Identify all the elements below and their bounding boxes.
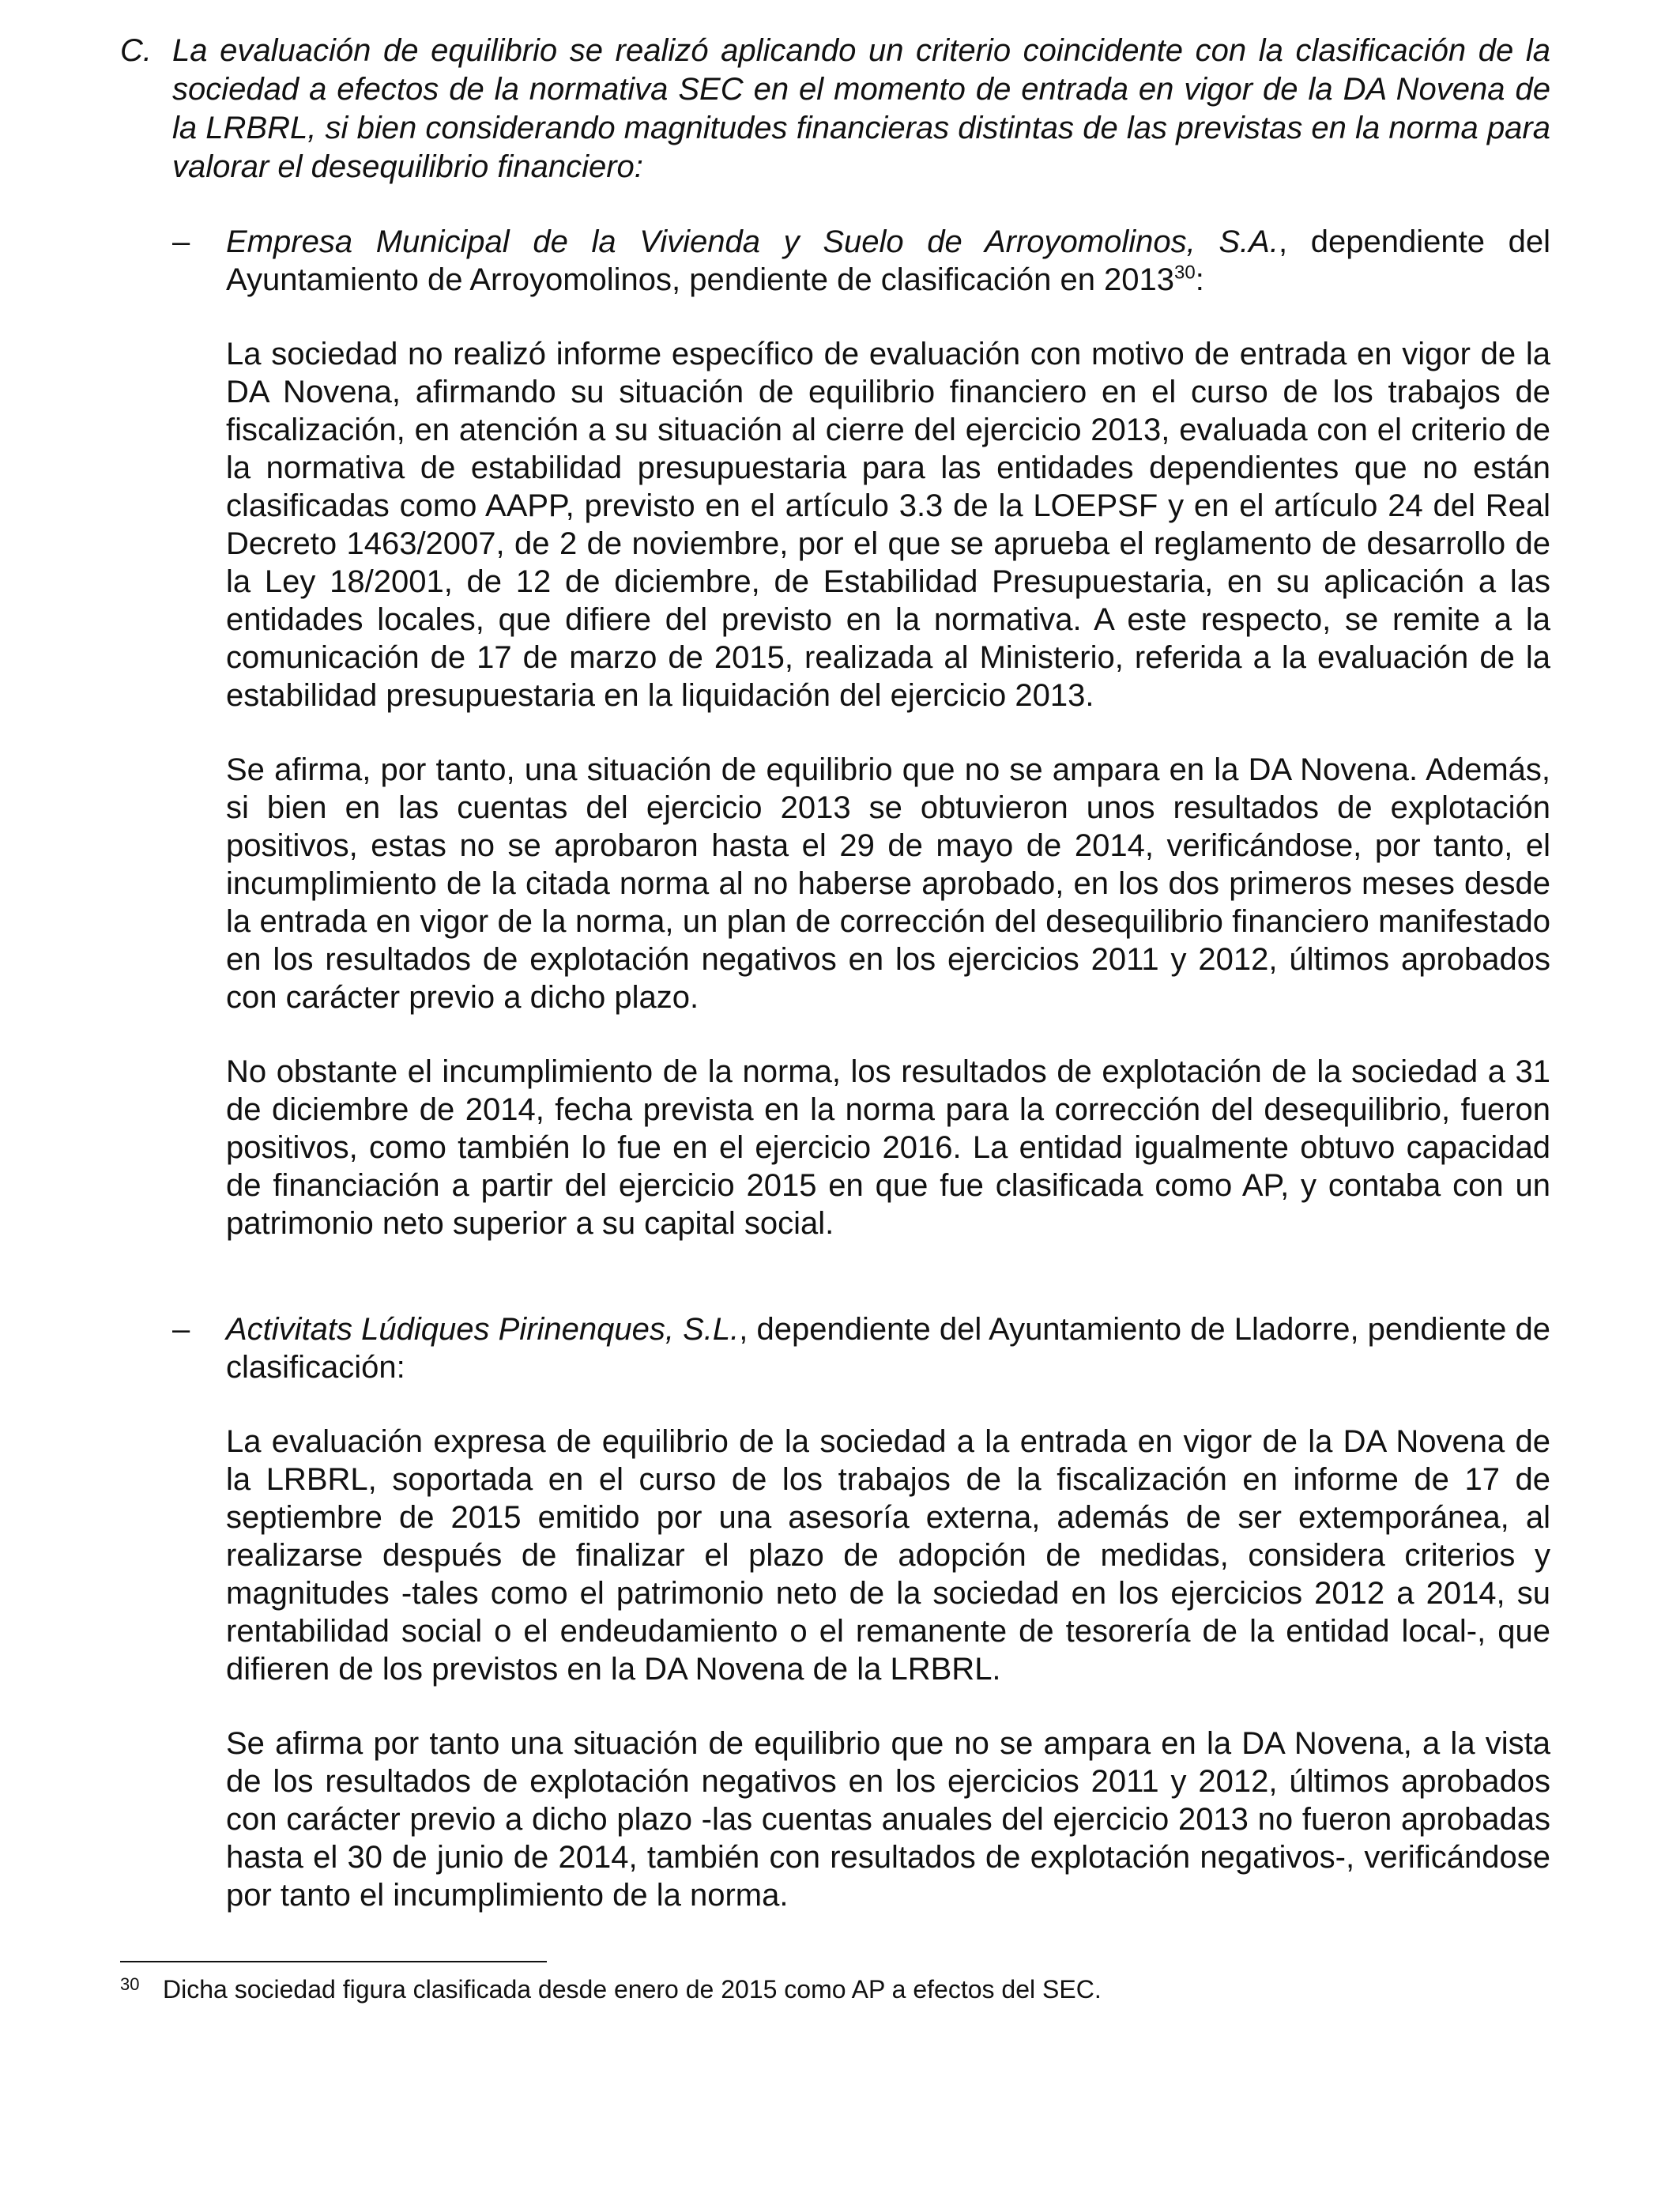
section-letter: C. [120, 33, 152, 68]
list-dash: – [172, 1312, 190, 1347]
footnote-reference[interactable]: 30 [1174, 262, 1196, 284]
section-intro: La evaluación de equilibrio se realizó aplicando un criterio coincidente con la clasificación de la sociedad a efectos de la normativa SEC en el momento de entrada en vigor de la DA Novena de la LRBRL, si bien considerando magnitudes financieras distintas de las previstas en la norma para valorar el desequilibrio financiero: [172, 33, 1550, 184]
paragraph: No obstante el incumplimiento de la norma, los resultados de explotación de la sociedad a 31 de diciembre de 2014, fecha prevista en la norma para la corrección del desequilibrio, fueron positivos, como también lo fue en el ejercicio 2016. La entidad igualmente obtuvo capacidad de financiación a partir del ejercicio 2015 en que fue clasificada como AP, y contaba con un patrimonio neto superior a su capital social. [226, 1054, 1550, 1241]
footnote-number: 30 [120, 1974, 140, 1994]
footnote-divider [120, 1961, 547, 1962]
list-item-body [226, 1310, 1550, 1946]
paragraph: La evaluación expresa de equilibrio de la sociedad a la entrada en vigor de la DA Novena de la LRBRL, soportada en el curso de los trabajos de la fiscalización en informe de 17 de septiembre de 2015 emitido por una asesoría externa, además de ser extemporánea, al realizarse después de finalizar el plazo de adopción de medidas, considera criterios y magnitudes -tales como el patrimonio neto de la sociedad en los ejercicios 2012 a 2014, su rentabilidad social o el endeudamiento o el remanente de tesorería de la entidad local-, que difieren de los previstos en la DA Novena de la LRBRL. [226, 1424, 1550, 1687]
paragraph: La sociedad no realizó informe específico de evaluación con motivo de entrada en vigor de la DA Novena, afirmando su situación de equilibrio financiero en el curso de los trabajos de fiscalización, en atención a su situación al cierre del ejercicio 2013, evaluada con el criterio de la normativa de estabilidad presupuestaria para las entidades dependientes que no están clasificadas como AAPP, previsto en el artículo 3.3 de la LOEPSF y en el artículo 24 del Real Decreto 1463/2007, de 2 de noviembre, por el que se aprueba el reglamento de desarrollo de la Ley 18/2001, de 12 de diciembre, de Estabilidad Presupuestaria, en su aplicación a las entidades locales, que difiere del previsto en la normativa. A este respecto, se remite a la comunicación de 17 de marzo de 2015, realizada al Ministerio, referida a la evaluación de la estabilidad presupuestaria en la liquidación del ejercicio 2013. [226, 337, 1550, 713]
paragraph: Se afirma por tanto una situación de equilibrio que no se ampara en la DA Novena, a la vista de los resultados de explotación negativos en los ejercicios 2011 y 2012, últimos aprobados con carácter previo a dicho plazo -las cuentas anuales del ejercicio 2013 no fueron aprobadas hasta el 30 de junio de 2014, también con resultados de explotación negativos-, verificándose por tanto el incumplimiento de la norma. [226, 1726, 1550, 1913]
entity-description: , dependiente del Ayuntamiento de Arroyomolinos, pendiente de clasificación en 2013 [226, 224, 1550, 297]
paragraph: Se afirma, por tanto, una situación de equilibrio que no se ampara en la DA Novena. Además, si bien en las cuentas del ejercicio 2013 se obtuvieron unos resultados de explotación positivos, estas no se aprobaron hasta el 29 de mayo de 2014, verificándose, por tanto, el incumplimiento de la citada norma al no haberse aprobado, en los dos primeros meses desde la entrada en vigor de la norma, un plan de corrección del desequilibrio financiero manifestado en los resultados de explotación negativos en los ejercicios 2011 y 2012, últimos aprobados con carácter previo a dicho plazo. [226, 752, 1550, 1015]
entity-name: Activitats Lúdiques Pirinenques, S.L. [226, 1312, 740, 1347]
list-dash: – [172, 224, 190, 259]
section-c [120, 32, 1550, 1946]
footnote [120, 1973, 1550, 2005]
list-item-heading [226, 223, 1550, 299]
list-item-heading [226, 1310, 1550, 1386]
list-item-arroyomolinos [172, 223, 1550, 1274]
footnote-text: Dicha sociedad figura clasificada desde enero de 2015 como AP a efectos del SEC. [163, 1975, 1102, 2004]
heading-tail: : [1195, 262, 1204, 297]
entity-description: , dependiente del Ayuntamiento de Lladorre, pendiente de clasificación: [226, 1312, 1551, 1385]
list-item-body [226, 223, 1550, 1274]
entity-name: Empresa Municipal de la Vivienda y Suelo de Arroyomolinos, S.A. [226, 224, 1279, 259]
list-item-lladorre [172, 1310, 1550, 1946]
section-heading [120, 32, 1550, 187]
